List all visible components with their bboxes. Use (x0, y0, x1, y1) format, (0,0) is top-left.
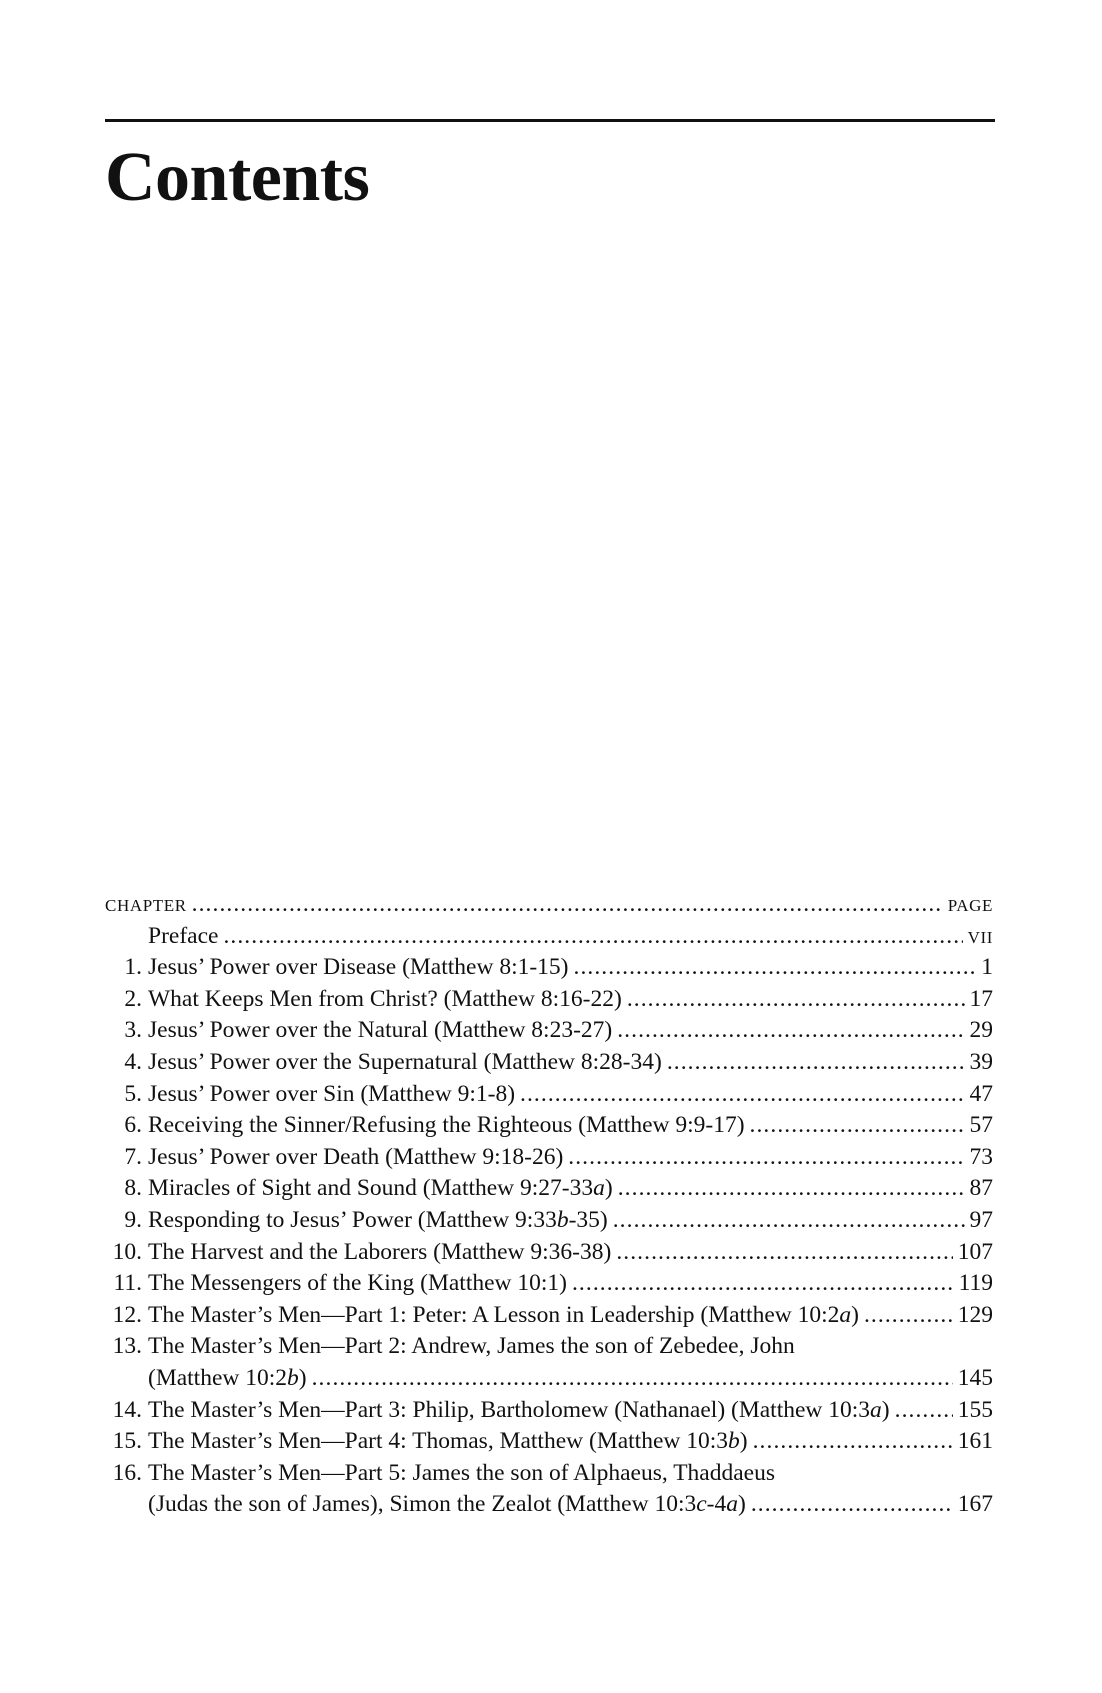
page-number: 1 (981, 954, 993, 981)
chapter-number: 12. (112, 1301, 142, 1328)
dot-leader (751, 1491, 953, 1518)
dot-leader (667, 1049, 965, 1076)
toc-entry (105, 1491, 993, 1523)
page-number: 39 (969, 1048, 993, 1075)
toc-entry (105, 923, 993, 955)
chapter-number: 13. (112, 1333, 142, 1360)
chapter-title: Miracles of Sight and Sound (Matthew 9:27-33a) (148, 1175, 613, 1202)
page-number: 119 (958, 1270, 993, 1297)
page-number: 87 (969, 1175, 993, 1202)
chapter-title: The Master’s Men—Part 5: James the son of Alphaeus, Thaddaeus (148, 1459, 775, 1486)
toc-entry-line (105, 1333, 993, 1365)
chapter-title: (Matthew 10:2b) (148, 1364, 307, 1391)
toc-entry (105, 1428, 993, 1460)
page-number: 161 (957, 1428, 993, 1455)
page-number: 145 (957, 1364, 993, 1391)
table-of-contents (105, 891, 993, 1523)
toc-entry (105, 1175, 993, 1207)
toc-entry (105, 1302, 993, 1334)
chapter-title: Receiving the Sinner/Refusing the Righteous (Matthew 9:9-17) (148, 1112, 745, 1139)
dot-leader (618, 1175, 965, 1202)
chapter-title: The Master’s Men—Part 4: Thomas, Matthew (Matthew 10:3b) (148, 1428, 748, 1455)
chapter-number: 3. (124, 1017, 142, 1044)
chapter-number: 6. (124, 1112, 142, 1139)
toc-entry-line (105, 1460, 993, 1492)
page-title: Contents (105, 139, 370, 216)
dot-leader (895, 1397, 953, 1424)
chapter-title: The Master’s Men—Part 2: Andrew, James the son of Zebedee, John (148, 1333, 795, 1360)
dot-leader (312, 1365, 953, 1392)
chapter-number: 9. (124, 1206, 142, 1233)
toc-entry (105, 986, 993, 1018)
page-number: 47 (969, 1080, 993, 1107)
chapter-number: 5. (124, 1080, 142, 1107)
dot-leader (617, 1017, 964, 1044)
page-number: 73 (969, 1143, 993, 1170)
dot-leader (574, 954, 977, 981)
dot-leader (864, 1302, 953, 1329)
toc-entry (105, 1112, 993, 1144)
chapter-title: What Keeps Men from Christ? (Matthew 8:16-22) (148, 985, 622, 1012)
dot-leader (192, 891, 943, 918)
toc-entry (105, 1017, 993, 1049)
dot-leader (616, 1239, 952, 1266)
chapter-column-label: CHAPTER (105, 896, 187, 915)
dot-leader (627, 986, 965, 1013)
chapter-number: 1. (124, 954, 142, 981)
page-number: 167 (957, 1491, 993, 1518)
page-number: 107 (957, 1238, 993, 1265)
dot-leader (613, 1207, 965, 1234)
chapter-title: Jesus’ Power over the Supernatural (Matthew 8:28-34) (148, 1048, 662, 1075)
chapter-title: Jesus’ Power over the Natural (Matthew 8:23-27) (148, 1017, 613, 1044)
chapter-title: The Master’s Men—Part 1: Peter: A Lesson in Leadership (Matthew 10:2a) (148, 1301, 859, 1328)
chapter-number: 10. (112, 1238, 142, 1265)
page-number: 29 (969, 1017, 993, 1044)
dot-leader (750, 1112, 965, 1139)
toc-entry (105, 1239, 993, 1271)
chapter-number: 16. (112, 1459, 142, 1486)
page-column-label: PAGE (947, 896, 993, 915)
top-rule (105, 119, 995, 122)
toc-entry (105, 1207, 993, 1239)
toc-entry (105, 954, 993, 986)
chapter-number: 8. (124, 1175, 142, 1202)
chapter-number: 15. (112, 1428, 142, 1455)
chapter-title: Responding to Jesus’ Power (Matthew 9:33b-35) (148, 1206, 608, 1233)
chapter-title: Jesus’ Power over Death (Matthew 9:18-26) (148, 1143, 564, 1170)
dot-leader (753, 1428, 953, 1455)
page-number: 97 (969, 1206, 993, 1233)
chapter-number: 14. (112, 1396, 142, 1423)
toc-entry (105, 1365, 993, 1397)
page-number: 129 (957, 1301, 993, 1328)
chapter-number: 4. (124, 1048, 142, 1075)
toc-entry (105, 1081, 993, 1113)
page-number: 17 (969, 985, 993, 1012)
toc-entry (105, 1270, 993, 1302)
chapter-title: Jesus’ Power over Disease (Matthew 8:1-15) (148, 954, 569, 981)
chapter-number: 2. (124, 985, 142, 1012)
dot-leader (572, 1270, 954, 1297)
chapter-title: The Messengers of the King (Matthew 10:1) (148, 1270, 567, 1297)
toc-entry (105, 1049, 993, 1081)
dot-leader (223, 923, 962, 950)
toc-entry (105, 1397, 993, 1429)
page-number: 155 (957, 1396, 993, 1423)
chapter-title: (Judas the son of James), Simon the Zealot (Matthew 10:3c-4a) (148, 1491, 746, 1518)
toc-entries (105, 923, 993, 1523)
chapter-number: 11. (113, 1270, 142, 1297)
chapter-title: Jesus’ Power over Sin (Matthew 9:1-8) (148, 1080, 516, 1107)
dot-leader (520, 1081, 964, 1108)
chapter-title: Preface (148, 922, 219, 949)
chapter-title: The Harvest and the Laborers (Matthew 9:36-38) (148, 1238, 612, 1265)
chapter-number: 7. (124, 1143, 142, 1170)
chapter-title: The Master’s Men—Part 3: Philip, Bartholomew (Nathanael) (Matthew 10:3a) (148, 1396, 890, 1423)
dot-leader (568, 1144, 964, 1171)
toc-entry (105, 1144, 993, 1176)
toc-header (105, 891, 993, 923)
page-number: 57 (969, 1112, 993, 1139)
page-number: VII (967, 927, 993, 947)
